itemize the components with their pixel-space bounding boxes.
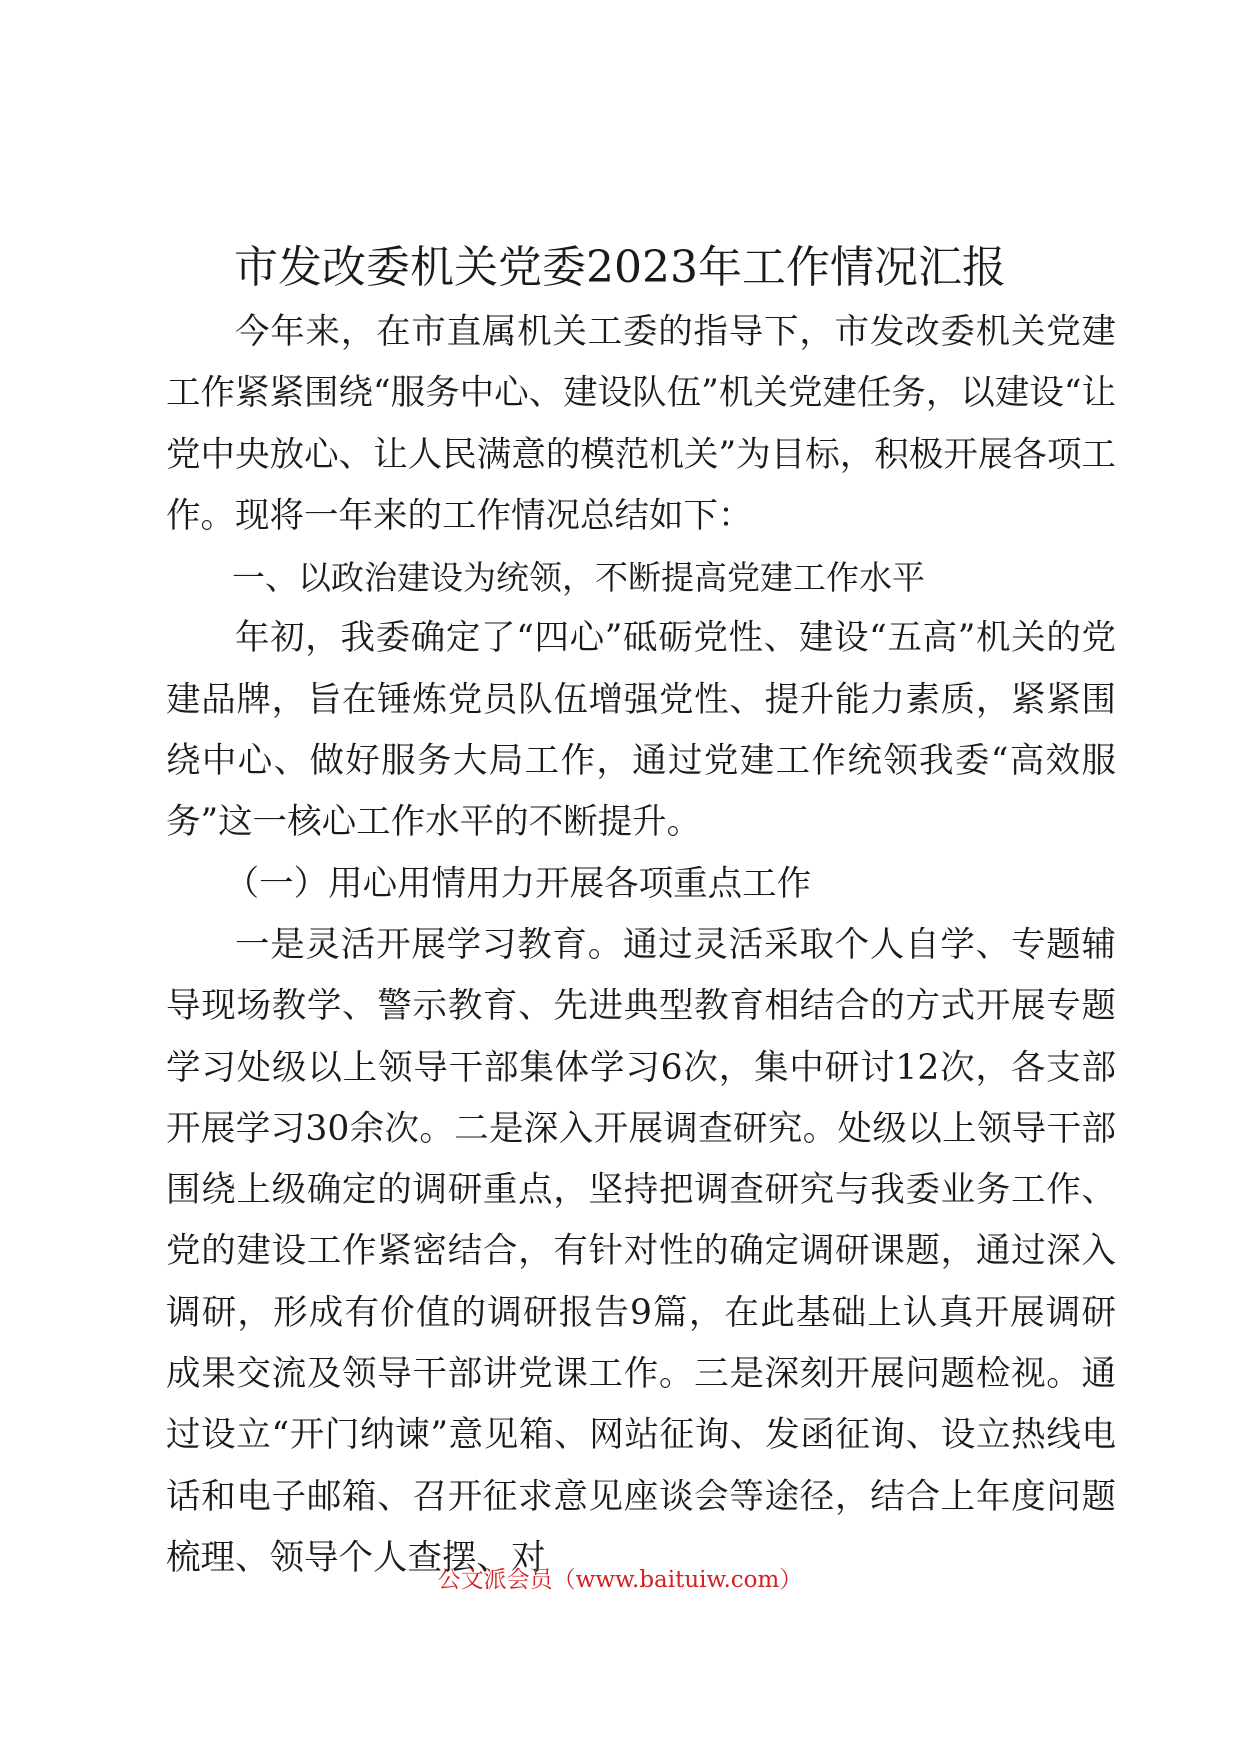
footer-watermark: 公文派会员（www.baituiw.com） <box>437 1567 803 1593</box>
section-heading-1: 一、以政治建设为统领，不断提高党建工作水平 <box>232 558 925 598</box>
subsection-1-paragraph: 一是灵活开展学习教育。通过灵活采取个人自学、专题辅导现场教学、警示教育、先进典型教育相结合的方式开展专题学习处级以上领导干部集体学习6次，集中研讨12次，各支部开展学习30余次。二是深入开展调查研究。处级以上领导干部围绕上级确定的调研重点，坚持把调查研究与我委业务工作、党的建设工作紧密结合，有针对性的确定调研课题，通过深入调研，形成有价值的调研报告9篇，在此基础上认真开展调研成果交流及领导干部讲党课工作。三是深刻开展问题检视。通过设立“开门纳谏”意见箱、网站征询、发函征询、设立热线电话和电子邮箱、召开征求意见座谈会等途径，结合上年度问题梳理、领导个人查摆、对 <box>166 924 1116 1578</box>
subsection-heading-1: （一）用心用情用力开展各项重点工作 <box>224 863 812 904</box>
section-1-paragraph: 年初，我委确定了“四心”砥砺党性、建设“五高”机关的党建品牌，旨在锤炼党员队伍增强党性、提升能力素质，紧紧围绕中心、做好服务大局工作，通过党建工作统领我委“高效服务”这一核心工作水平的不断提升。 <box>166 618 1116 843</box>
intro-paragraph: 今年来，在市直属机关工委的指导下，市发改委机关党建工作紧紧围绕“服务中心、建设队伍”机关党建任务，以建设“让党中央放心、让人民满意的模范机关”为目标，积极开展各项工作。现将一年来的工作情况总结如下： <box>166 312 1116 536</box>
document-title: 市发改委机关党委2023年工作情况汇报 <box>234 242 1006 293</box>
document-body <box>166 302 1116 1589</box>
